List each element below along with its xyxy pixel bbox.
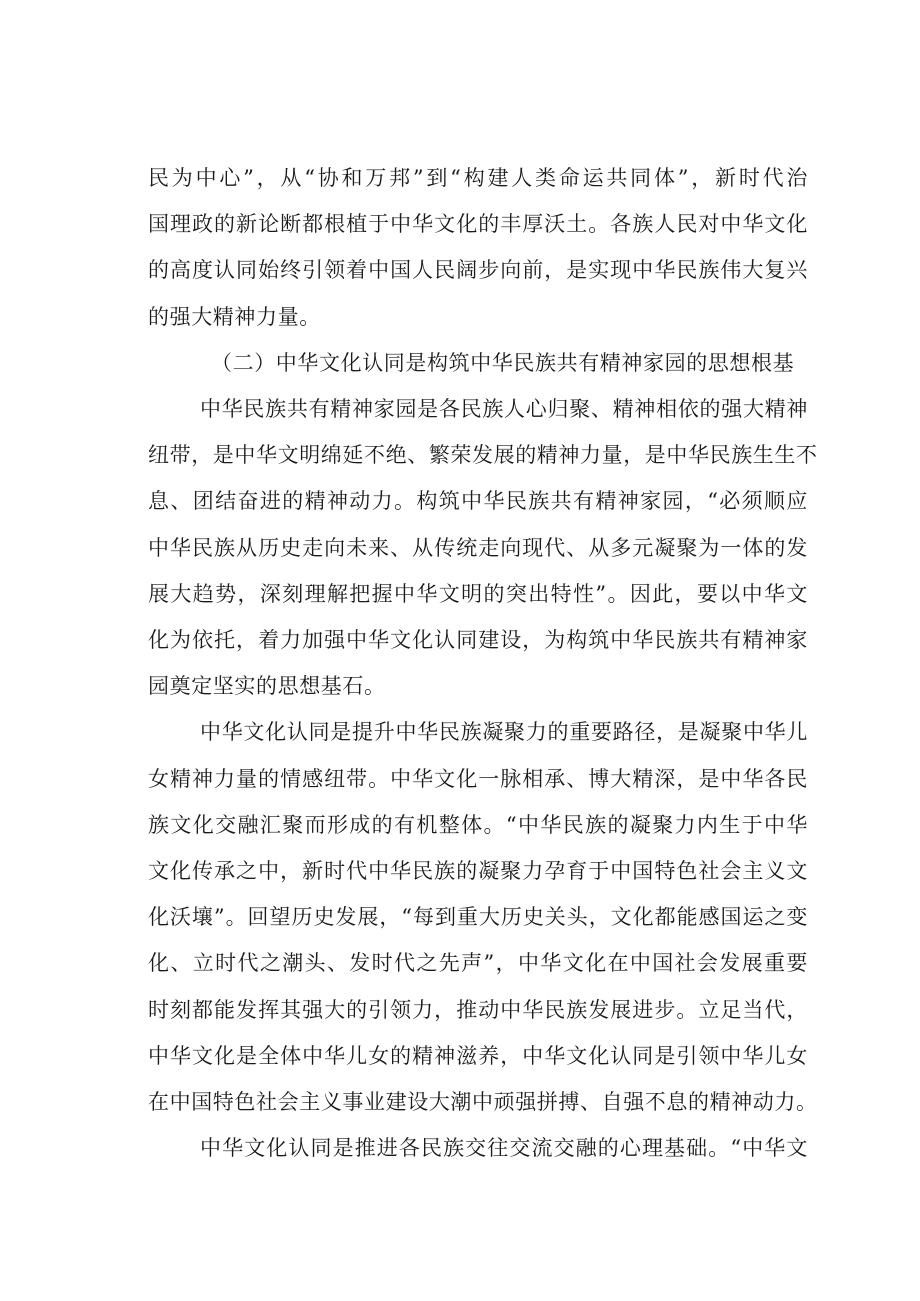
text-line: 女精神力量的情感纽带。中华文化一脉相承、博大精深，是中华各民 [148, 766, 808, 791]
text-line: 中华文化认同是推进各民族交往交流交融的心理基础。“中华文 [200, 1136, 808, 1161]
text-line: 中华文化是全体中华儿女的精神滋养，中华文化认同是引领中华儿女 [148, 1043, 808, 1068]
paragraph-3 [148, 709, 818, 1125]
paragraph-4 [148, 1125, 808, 1171]
paragraph-2 [148, 386, 818, 709]
text-line: 化、立时代之潮头、发时代之先声”，中华文化在中国社会发展重要 [148, 951, 808, 976]
text-line: 息、团结奋进的精神动力。构筑中华民族共有精神家园，“必须顺应 [148, 489, 808, 514]
text-line: 的强大精神力量。 [148, 304, 321, 329]
text-line: 的高度认同始终引领着中国人民阔步向前，是实现中华民族伟大复兴 [148, 258, 808, 283]
text-line: 纽带，是中华文明绵延不绝、繁荣发展的精神力量，是中华民族生生不 [148, 443, 818, 468]
document-page [148, 155, 818, 1171]
text-line: 文化传承之中，新时代中华民族的凝聚力孕育于中国特色社会主义文 [148, 859, 808, 884]
paragraph-1 [148, 155, 808, 340]
text-line: 化沃壤”。回望历史发展，“每到重大历史关头，文化都能感国运之变 [148, 905, 808, 930]
text-line: 民为中心”，从“协和万邦”到“构建人类命运共同体”，新时代治 [148, 166, 808, 190]
text-line: 中华文化认同是提升中华民族凝聚力的重要路径，是凝聚中华儿 [200, 720, 808, 745]
text-line: 族文化交融汇聚而形成的有机整体。“中华民族的凝聚力内生于中华 [148, 812, 808, 837]
text-line: 国理政的新论断都根植于中华文化的丰厚沃土。各族人民对中华文化 [148, 212, 808, 237]
text-line: 中华民族从历史走向未来、从传统走向现代、从多元凝聚为一体的发 [148, 535, 808, 560]
text-line: 在中国特色社会主义事业建设大潮中顽强拼搏、自强不息的精神动力。 [148, 1090, 818, 1115]
text-line: 化为依托，着力加强中华文化认同建设，为构筑中华民族共有精神家 [148, 628, 808, 653]
text-line: 园奠定坚实的思想基石。 [148, 674, 386, 699]
text-line: 展大趋势，深刻理解把握中华文明的突出特性”。因此，要以中华文 [148, 581, 808, 606]
section-heading-text: （二）中华文化认同是构筑中华民族共有精神家园的思想根基 [211, 350, 795, 375]
text-line: 中华民族共有精神家园是各民族人心归聚、精神相依的强大精神 [200, 397, 808, 422]
section-heading [148, 340, 808, 386]
text-line: 时刻都能发挥其强大的引领力，推动中华民族发展进步。立足当代， [148, 997, 808, 1022]
